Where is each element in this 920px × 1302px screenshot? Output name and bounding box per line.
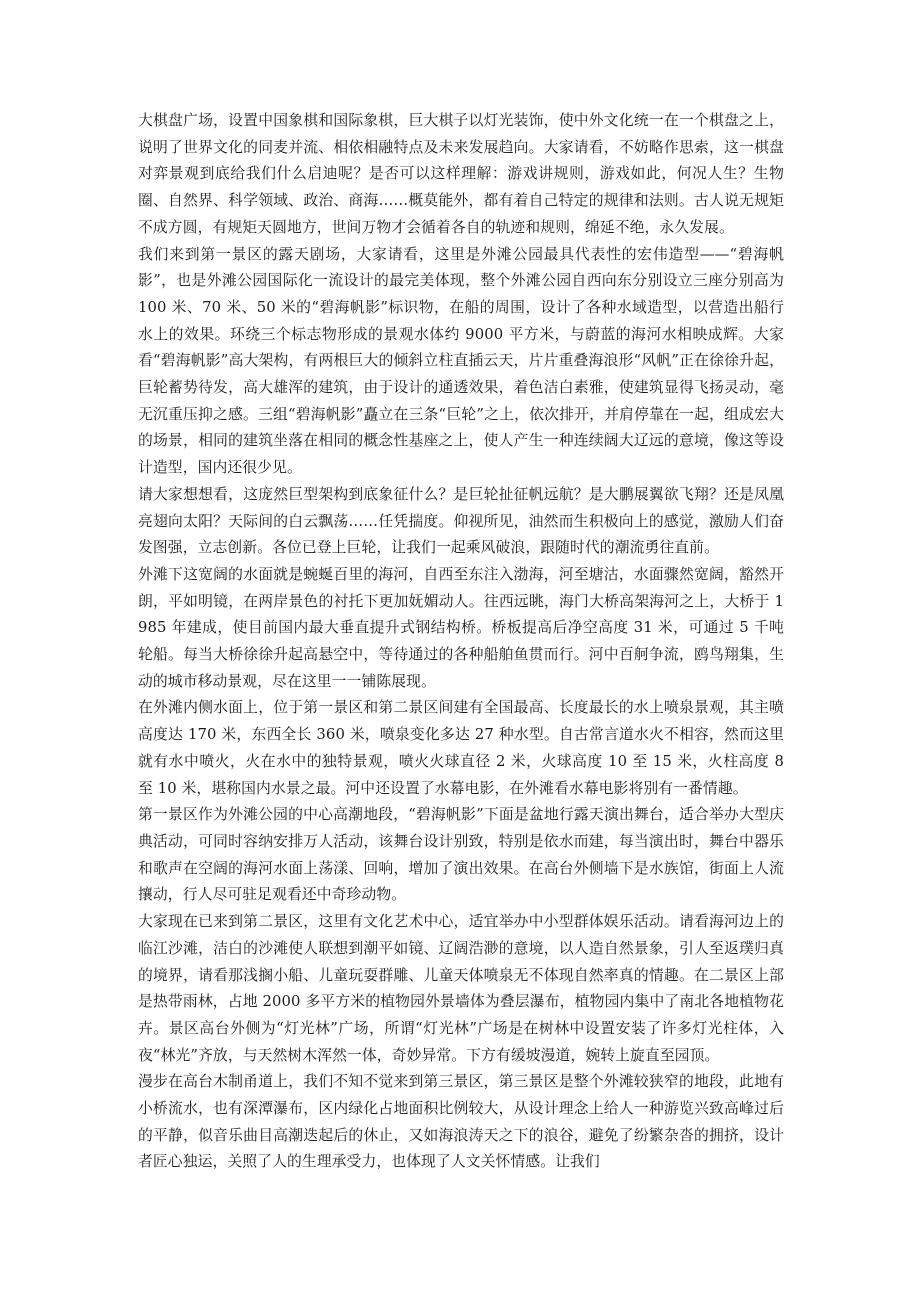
paragraph-third-scenic-area: 漫步在高台木制甬道上，我们不知不觉来到第三景区，第三景区是整个外滩较狭窄的地段，此地有小桥流水，也有深潭瀑布，区内绿化占地面积比例较大，从设计理念上给人一种游览兴致高峰过后的平静，似音乐曲目高潮迭起后的休止，又如海浪涛天之下的浪谷，避免了纷繁杂沓的拥挤，设计者匠心独运，关照了人的生理承受力，也体现了人文关怀情感。让我们 bbox=[138, 1073, 784, 1171]
paragraph-performance-stage: 第一景区作为外滩公园的中心高潮地段，“碧海帆影”下面是盆地行露天演出舞台，适合举办大型庆典活动，可同时容纳安排万人活动，该舞台设计别致，特别是依水而建，每当演出时，舞台中器乐和歌声在空阔的海河水面上荡漾、回响，增加了演出效果。在高台外侧墙下是水族馆，街面上人流攘动，行人尽可驻足观看还中奇珍动物。 bbox=[138, 806, 784, 904]
paragraph-fountain: 在外滩内侧水面上，位于第一景区和第二景区间建有全国最高、长度最长的水上喷泉景观，其主喷高度达 170 米，东西全长 360 米，喷泉变化多达 27 种水型。自古常言道水火不相容，然而这里就有水中喷火，火在水中的独特景观，喷火火球直径 2 米，火球高度 10 至 15 米，火柱高度 8 至 10 米，堪称国内水景之最。河中还设置了水幕电影，在外滩看水幕电影将别有一番情趣。 bbox=[138, 699, 784, 797]
paragraph-haihe-river: 外滩下这宽阔的水面就是蜿蜒百里的海河，自西至东注入渤海，河至塘沽，水面骤然宽阔，豁然开朗，平如明镜，在两岸景色的衬托下更加妩媚动人。往西远眺，海门大桥高架海河之上，大桥于 1985 年建成，使目前国内最大垂直提升式钢结构桥。桥板提高后净空高度 31 米，可通过 5 千吨轮船。每当大桥徐徐升起高悬空中，等待通过的各种船舶鱼贯而行。河中百舸争流，鸥鸟翔集，生动的城市移动景观，尽在这里一一铺陈展现。 bbox=[138, 565, 784, 690]
paragraph-chess-square: 大棋盘广场，设置中国象棋和国际象棋，巨大棋子以灯光装饰，使中外文化统一在一个棋盘之上，说明了世界文化的同麦并流、相依相融特点及未来发展趋向。大家请看，不妨略作思索，这一棋盘对弈景观到底给我们什么启迪呢？是否可以这样理解：游戏讲规则，游戏如此，何况人生？生物圈、自然界、科学领域、政治、商海……概莫能外，都有着自己特定的规律和法则。古人说无规矩不成方圆，有规矩天圆地方，世间万物才会循着各自的轨迹和规则，绵延不绝，永久发展。 bbox=[138, 112, 784, 236]
paragraph-open-air-theater: 我们来到第一景区的露天剧场，大家请看，这里是外滩公园最具代表性的宏伟造型——“碧海帆影”，也是外滩公园国际化一流设计的最完美体现，整个外滩公园自西向东分别设立三座分别高为 100 米、70 米、50 米的“碧海帆影”标识物，在船的周围，设计了各种水域造型，以营造出船行水上的效果。环绕三个标志物形成的景观水体约 9000 平方米，与蔚蓝的海河水相映成辉。大家看“碧海帆影”高大架构，有两根巨大的倾斜立柱直插云天，片片重叠海浪形“风帆”正在徐徐升起，巨轮蓄势待发，高大雄浑的建筑，由于设计的通透效果，着色洁白素雅，使建筑显得飞扬灵动，毫无沉重压抑之感。三组“碧海帆影”矗立在三条“巨轮”之上，依次排开，并肩停靠在一起，组成宏大的场景，相同的建筑坐落在相同的概念性基座之上，使人产生一种连续阔大辽远的意境，像这等设计造型，国内还很少见。 bbox=[138, 245, 784, 477]
paragraph-second-scenic-area: 大家现在已来到第二景区，这里有文化艺术中心，适宜举办中小型群体娱乐活动。请看海河边上的临江沙滩，洁白的沙滩使人联想到潮平如镜、辽阔浩渺的意境，以人造自然景象，引人至返璞归真的境界，请看那浅搁小船、儿童玩耍群雕、儿童天体喷泉无不体现自然率真的情趣。在二景区上部是热带雨林，占地 2000 多平方米的植物园外景墙体为叠层瀑布，植物园内集中了南北各地植物花卉。景区高台外侧为“灯光林”广场，所谓“灯光林”广场是在树林中设置安装了许多灯光柱体，入夜“林光”齐放，与天然树木浑然一体，奇妙异常。下方有缓坡漫道，婉转上旋直至园顶。 bbox=[138, 913, 784, 1064]
paragraph-structure-symbolism: 请大家想想看，这庞然巨型架构到底象征什么？是巨轮扯征帆远航？是大鹏展翼欲飞翔？还是凤凰亮翅向太阳？天际间的白云飘荡……任凭揣度。仰视所见，油然而生积极向上的感觉，激励人们奋发图强，立志创新。各位已登上巨轮，让我们一起乘风破浪，跟随时代的潮流勇往直前。 bbox=[138, 485, 784, 557]
document-page bbox=[138, 108, 784, 1176]
